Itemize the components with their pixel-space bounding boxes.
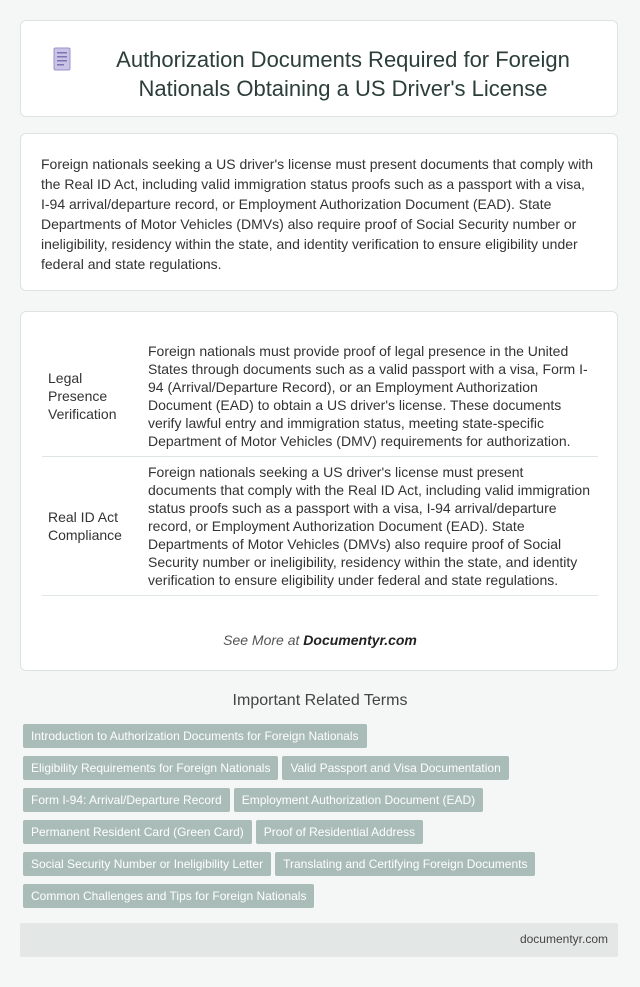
related-term-chip[interactable]: Translating and Certifying Foreign Documents [275,852,535,876]
see-more-prefix: See More at [223,632,304,648]
table-row [42,336,598,457]
related-term-chip[interactable]: Common Challenges and Tips for Foreign Nationals [23,884,314,908]
related-term-chip[interactable]: Introduction to Authorization Documents for Foreign Nationals [23,724,367,748]
related-term-chip[interactable]: Eligibility Requirements for Foreign Nationals [23,756,278,780]
row-description: Foreign nationals must provide proof of legal presence in the United States through documents such as a valid passport with a visa, Form I-94 (Arrival/Departure Record), or an Employment Authorization Document (EAD) to obtain a US driver's license. These documents verify lawful entry and immigration status, meeting state-specific Department of Motor Vehicles (DMV) requirements for authorization. [142,336,598,457]
definitions-table [42,336,598,596]
related-term-chip[interactable]: Social Security Number or Ineligibility Letter [23,852,271,876]
footer [20,923,618,957]
related-terms-list [23,724,623,916]
related-term-chip[interactable]: Form I-94: Arrival/Departure Record [23,788,230,812]
related-term-chip[interactable]: Employment Authorization Document (EAD) [234,788,483,812]
intro-card [20,133,618,291]
row-description: Foreign nationals seeking a US driver's license must present documents that comply with the Real ID Act, including valid immigration status proofs such as a passport with a visa, I-94 arrival/departure record, or Employment Authorization Document (EAD). State Departments of Motor Vehicles (DMVs) also require proof of Social Security number or ineligibility, residency within the state, and identity verification to ensure eligibility under federal and state regulations. [142,457,598,596]
intro-paragraph: Foreign nationals seeking a US driver's license must present documents that comply with the Real ID Act, including valid immigration status proofs such as a passport with a visa, I-94 arrival/departure record, or Employment Authorization Document (EAD). State Departments of Motor Vehicles (DMVs) also require proof of Social Security number or ineligibility, residency within the state, and identity verification to ensure eligibility under federal and state regulations. [41,156,594,272]
footer-site[interactable]: documentyr.com [519,932,608,946]
related-term-chip[interactable]: Permanent Resident Card (Green Card) [23,820,252,844]
page-title: Authorization Documents Required for Foreign Nationals Obtaining a US Driver's License [116,47,570,101]
definitions-card [20,311,618,671]
related-term-chip[interactable]: Valid Passport and Visa Documentation [282,756,508,780]
related-terms-title: Important Related Terms [232,692,408,709]
table-row [42,457,598,596]
see-more-link[interactable] [21,632,619,648]
see-more-site[interactable]: Documentyr.com [303,632,417,648]
row-term: Real ID Act Compliance [42,457,142,596]
related-term-chip[interactable]: Proof of Residential Address [256,820,423,844]
document-icon [52,47,72,71]
row-term: Legal Presence Verification [42,336,142,457]
